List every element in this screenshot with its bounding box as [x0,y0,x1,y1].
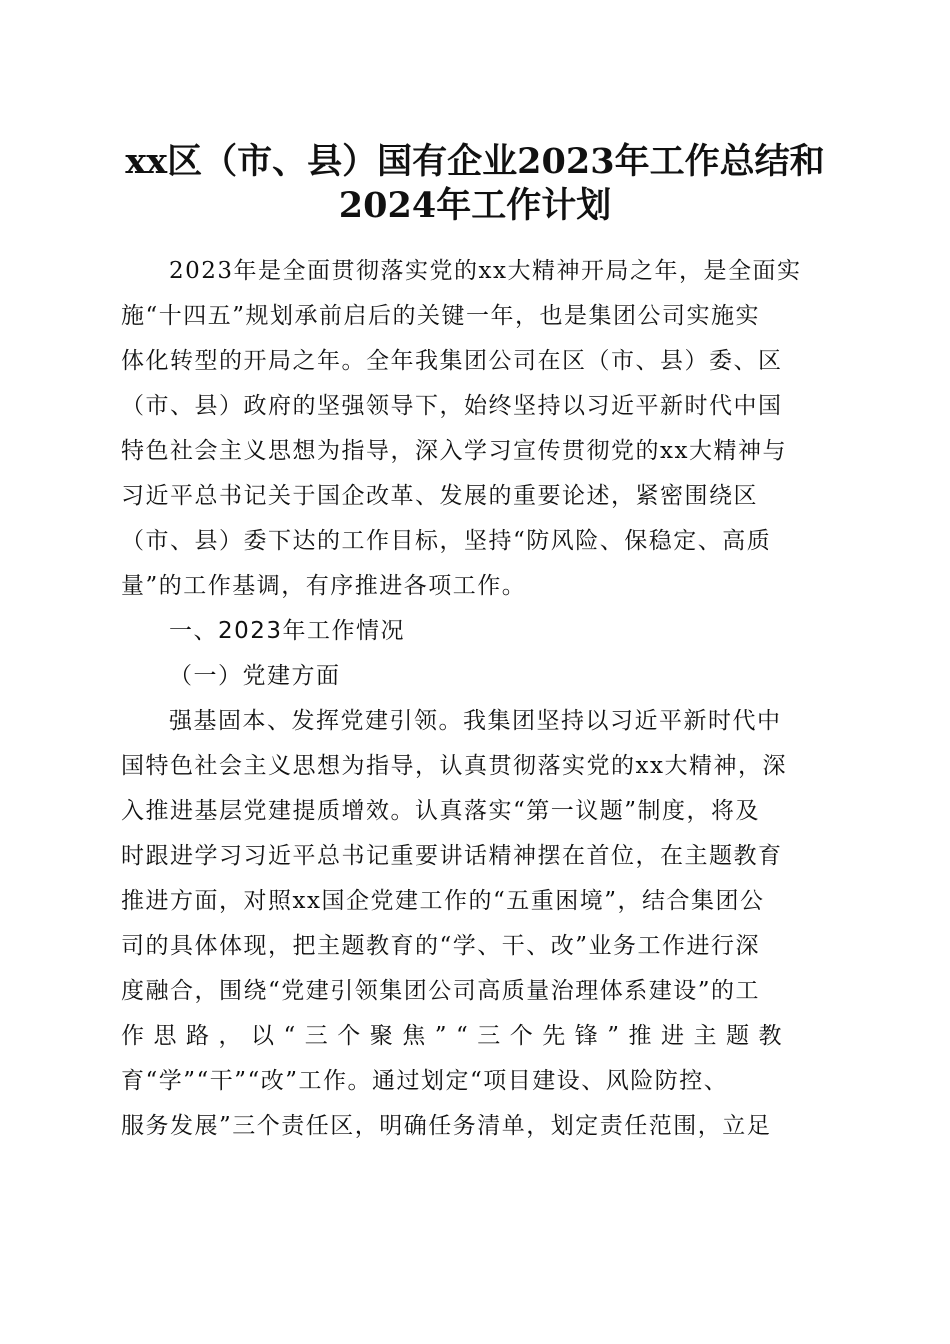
paragraph-line: （市、县）委下达的工作目标，坚持“防风险、保稳定、高质 [121,528,772,554]
document-title-line-2: 2024年工作计划 [338,185,612,226]
section-heading: 一、2023年工作情况 [169,618,406,644]
paragraph-line: 司的具体体现，把主题教育的“学、干、改”业务工作进行深 [121,933,761,959]
paragraph-line: 推进方面，对照xx国企党建工作的“五重困境”，结合集团公 [121,888,765,914]
paragraph-line: 育“学”“干”“改”工作。通过划定“项目建设、风险防控、 [121,1068,729,1094]
paragraph-line: 作思路，以“三个聚焦”“三个先锋”推进主题教 [121,1023,792,1049]
paragraph-line: 国特色社会主义思想为指导，认真贯彻落实党的xx大精神，深 [121,753,787,779]
document-title-line-1: xx区（市、县）国有企业2023年工作总结和 [125,141,825,182]
paragraph-line: 强基固本、发挥党建引领。我集团坚持以习近平新时代中 [169,708,782,734]
paragraph-line: 时跟进学习习近平总书记重要讲话精神摆在首位，在主题教育 [121,843,783,869]
subsection-heading: （一）党建方面 [169,663,341,689]
paragraph-line: 服务发展”三个责任区，明确任务清单，划定责任范围，立足 [121,1113,772,1139]
paragraph-line: 体化转型的开局之年。全年我集团公司在区（市、县）委、区 [121,348,783,374]
paragraph-line: 2023年是全面贯彻落实党的xx大精神开局之年，是全面实 [169,258,802,284]
paragraph-line: 量”的工作基调，有序推进各项工作。 [121,573,527,599]
paragraph-line: （市、县）政府的坚强领导下，始终坚持以习近平新时代中国 [121,393,783,419]
paragraph-line: 习近平总书记关于国企改革、发展的重要论述，紧密围绕区 [121,483,758,509]
paragraph-line: 度融合，围绕“党建引领集团公司高质量治理体系建设”的工 [121,978,761,1004]
paragraph-line: 施“十四五”规划承前启后的关键一年，也是集团公司实施实 [121,303,761,329]
paragraph-line: 特色社会主义思想为指导，深入学习宣传贯彻党的xx大精神与 [121,438,787,464]
paragraph-line: 入推进基层党建提质增效。认真落实“第一议题”制度，将及 [121,798,761,824]
